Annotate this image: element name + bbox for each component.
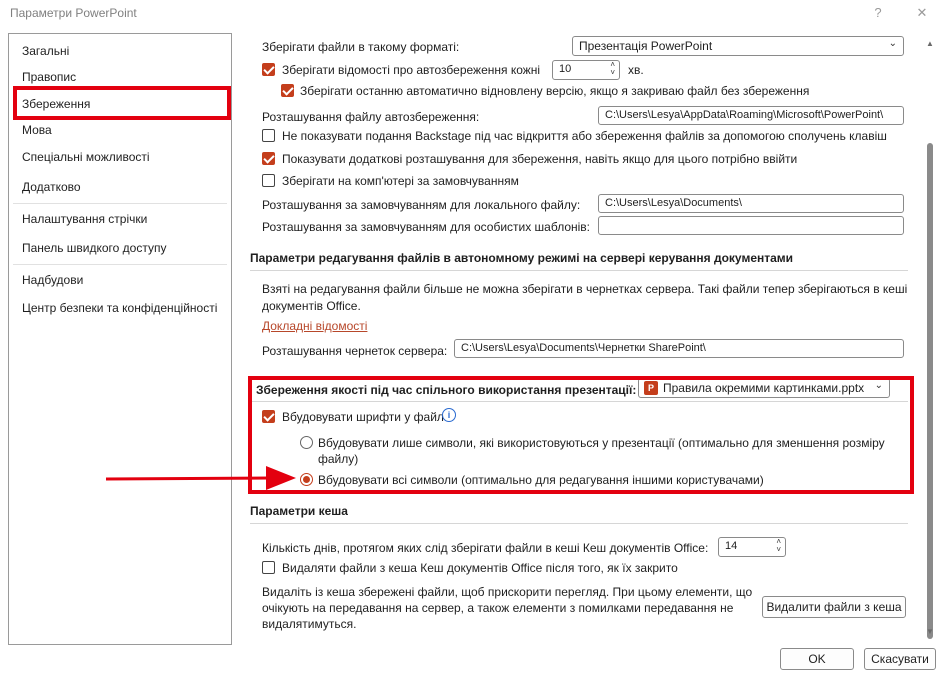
save-options-panel (248, 32, 920, 646)
nav-item-general[interactable]: Загальні (22, 44, 70, 58)
show-additional-checkbox[interactable] (262, 152, 275, 165)
ok-button[interactable]: OK (780, 648, 854, 670)
cache-days-label: Кількість днів, протягом яких слід зберігати файли в кеші Кеш документів Office: (262, 541, 709, 555)
no-backstage-label: Не показувати подання Backstage під час відкриття або збереження файлів за допомогою сполучень клавіш (282, 129, 887, 143)
delete-cache-button[interactable]: Видалити файли з кеша (762, 596, 906, 618)
nav-item-advanced[interactable]: Додатково (22, 180, 81, 194)
nav-item-save[interactable]: Збереження (22, 97, 91, 111)
embed-all-chars-label: Вбудовувати всі символи (оптимально для редагування іншими користувачами) (318, 473, 764, 487)
nav-item-language[interactable]: Мова (22, 123, 52, 137)
nav-selection-highlight (13, 86, 231, 120)
scroll-up-icon[interactable]: ▲ (926, 39, 934, 48)
info-icon[interactable]: i (442, 408, 456, 422)
nav-item-quick-access[interactable]: Панель швидкого доступу (22, 241, 167, 255)
server-drafts-field[interactable]: C:\Users\Lesya\Documents\Чернетки SharePoint\ (454, 339, 904, 358)
nav-item-trust-center[interactable]: Центр безпеки та конфіденційності (22, 301, 218, 315)
section-divider (250, 270, 908, 271)
embed-used-chars-label-line2: файлу) (318, 452, 359, 466)
scroll-down-icon[interactable]: ▼ (926, 627, 934, 636)
default-local-label: Розташування за замовчуванням для локального файлу: (262, 198, 581, 212)
offline-note-line1: Взяті на редагування файли більше не можна зберігати в чернетках сервера. Такі файли тепер зберігаються в кеші (262, 282, 908, 296)
fidelity-section-heading: Збереження якості під час спільного використання презентації: (256, 383, 637, 397)
autorecover-location-label: Розташування файлу автозбереження: (262, 110, 480, 124)
window-title: Параметри PowerPoint (10, 6, 137, 20)
close-icon[interactable]: ✕ (916, 5, 928, 20)
presentation-value: Правила окремими картинками.pptx (663, 381, 865, 395)
spin-arrows-icon[interactable]: ˄ ˅ (610, 60, 615, 77)
delete-note-line1: Видаліть із кеша збережені файли, щоб прискорити перегляд. При цьому елементи, що (262, 585, 753, 599)
keep-last-label: Зберігати останню автоматично відновлену версію, якщо я закриваю файл без збереження (300, 84, 810, 98)
chevron-down-icon: ⌄ (874, 380, 883, 391)
help-icon[interactable]: ? (874, 5, 882, 20)
cache-days-value: 14 (725, 540, 738, 552)
delete-closed-checkbox[interactable] (262, 561, 275, 574)
cache-section-heading: Параметри кеша (250, 504, 348, 518)
title-bar (0, 0, 940, 26)
save-to-computer-label: Зберігати на комп'ютері за замовчуванням (282, 174, 519, 188)
server-drafts-label: Розташування чернеток сервера: (262, 344, 448, 358)
autorecover-location-field[interactable]: C:\Users\Lesya\AppData\Roaming\Microsoft\PowerPoint\ (598, 106, 904, 125)
embed-used-chars-label-line1: Вбудовувати лише символи, які використовуються у презентації (оптимально для зменшення розміру (318, 436, 885, 450)
cache-days-stepper[interactable] (718, 537, 786, 557)
options-nav (8, 33, 232, 645)
chevron-down-icon: ⌄ (888, 38, 897, 49)
nav-divider (13, 264, 227, 265)
save-format-value: Презентація PowerPoint (579, 39, 713, 53)
nav-item-proofing[interactable]: Правопис (22, 70, 77, 84)
fidelity-highlight-box (248, 376, 914, 494)
nav-item-customize-ribbon[interactable]: Налаштування стрічки (22, 212, 148, 226)
autorecover-minutes-stepper[interactable] (552, 60, 620, 80)
nav-item-accessibility[interactable]: Спеціальні можливості (22, 150, 150, 164)
offline-section-heading: Параметри редагування файлів в автономному режимі на сервері керування документами (250, 251, 794, 265)
cancel-button[interactable]: Скасувати (864, 648, 936, 670)
offline-note-line2: документів Office. (262, 299, 361, 313)
nav-divider (13, 203, 227, 204)
embed-fonts-label: Вбудовувати шрифти у файл (282, 410, 444, 424)
default-templates-field[interactable] (598, 216, 904, 235)
annotation-arrow-icon (100, 464, 300, 494)
scroll-thumb[interactable] (927, 143, 933, 639)
learn-more-link[interactable]: Докладні відомості (262, 319, 368, 333)
default-templates-label: Розташування за замовчуванням для особистих шаблонів: (262, 220, 591, 234)
save-format-select[interactable] (572, 36, 904, 56)
autorecover-checkbox[interactable] (262, 63, 275, 76)
spin-arrows-icon[interactable]: ˄ ˅ (776, 537, 781, 554)
no-backstage-checkbox[interactable] (262, 129, 275, 142)
keep-last-checkbox[interactable] (281, 84, 294, 97)
delete-note-line2: очікують на передавання на сервер, а також елементи з помилками передавання не (262, 601, 734, 615)
autorecover-label: Зберігати відомості про автозбереження кожні (282, 63, 541, 77)
nav-item-addins[interactable]: Надбудови (22, 273, 84, 287)
minutes-unit: хв. (628, 63, 644, 77)
delete-note-line3: видалятимуться. (262, 617, 357, 631)
default-local-field[interactable]: C:\Users\Lesya\Documents\ (598, 194, 904, 213)
powerpoint-file-icon: P (644, 381, 658, 395)
options-scrollbar[interactable] (924, 33, 936, 645)
save-format-label: Зберігати файли в такому форматі: (262, 40, 460, 54)
autorecover-minutes-value: 10 (559, 63, 572, 75)
delete-closed-label: Видаляти файли з кеша Кеш документів Office після того, як їх закрито (282, 561, 678, 575)
save-to-computer-checkbox[interactable] (262, 174, 275, 187)
show-additional-label: Показувати додаткові розташування для збереження, навіть якщо для цього потрібно ввійти (282, 152, 798, 166)
section-divider (250, 523, 908, 524)
